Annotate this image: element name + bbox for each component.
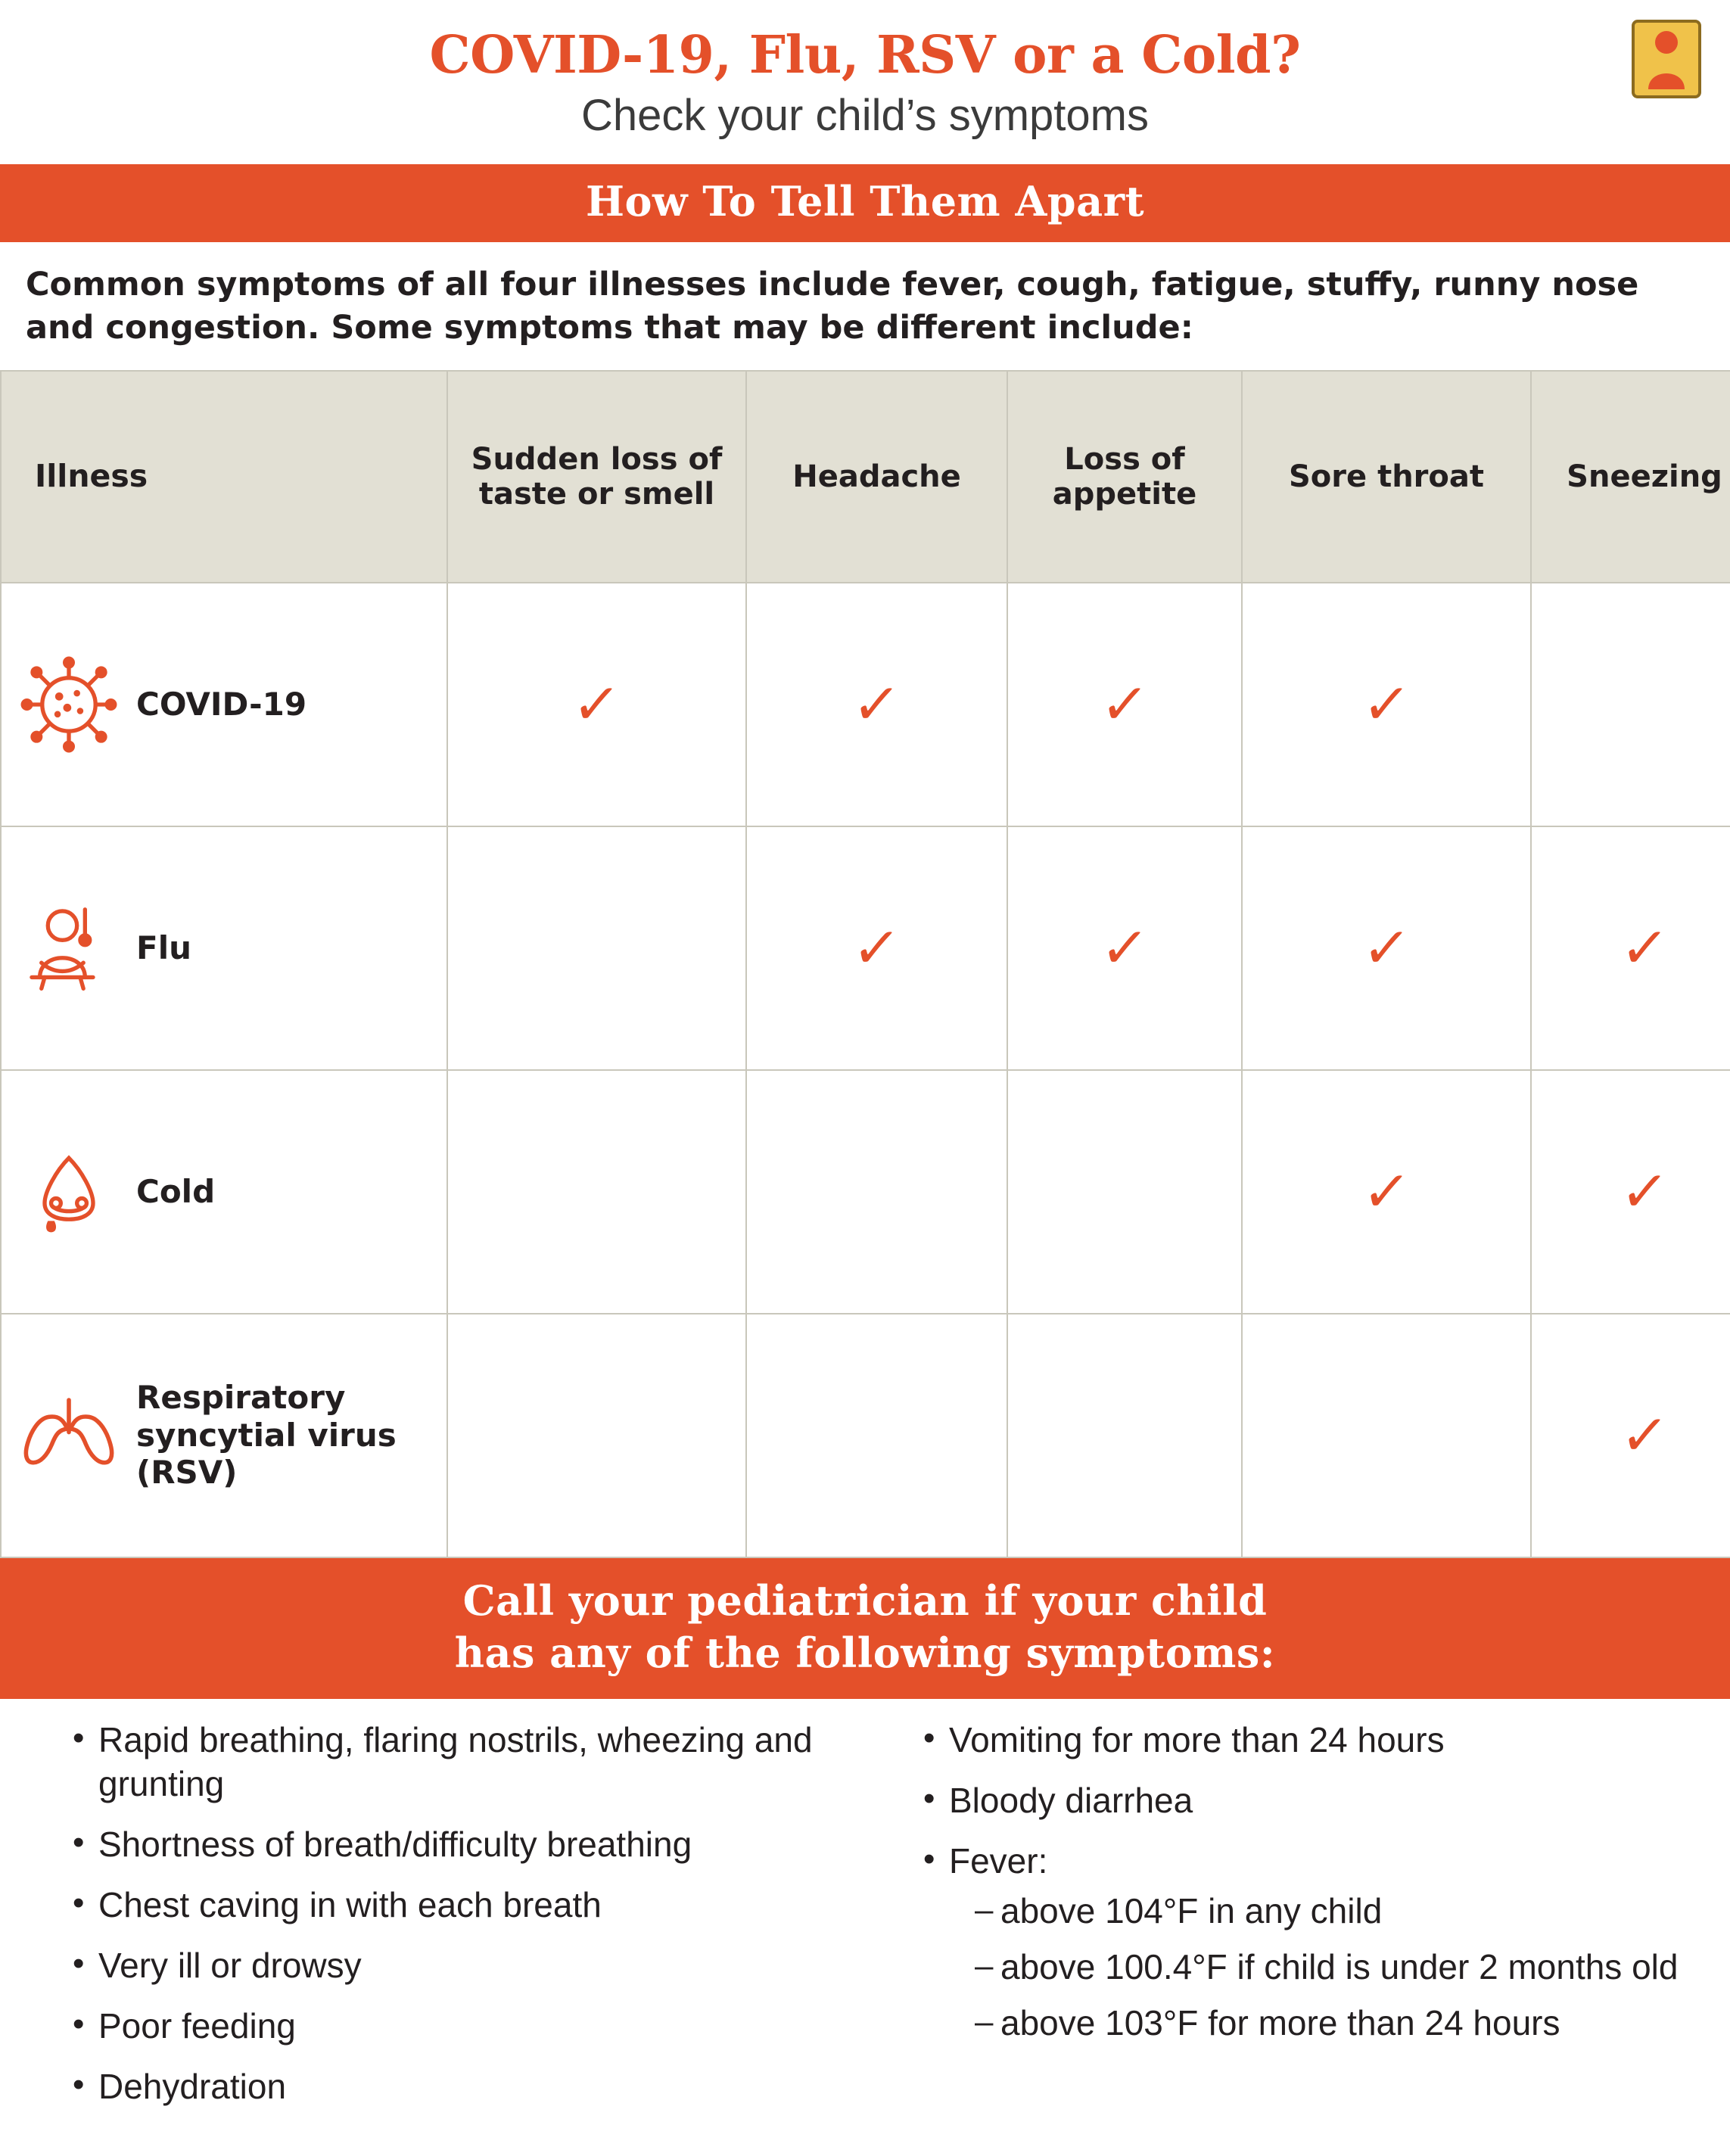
- warning-list-right: [908, 1719, 1730, 2126]
- list-item: • Shortness of breath/difficulty breathing: [73, 1823, 885, 1867]
- banner-line-2: has any of the following symptoms:: [454, 1628, 1276, 1677]
- cell-cold-sneezing: [1531, 1070, 1730, 1314]
- list-item: • Dehydration: [73, 2065, 885, 2109]
- cell-covid-sore-throat: [1242, 583, 1531, 826]
- warning-list-left: [0, 1719, 908, 2126]
- page-subtitle: Check your child’s symptoms: [581, 91, 1149, 141]
- column-header-sore-throat: Sore throat: [1242, 371, 1531, 583]
- checkmark-icon: ✓: [1097, 915, 1152, 981]
- cell-covid-sneezing: [1531, 583, 1730, 826]
- list-item: • Bloody diarrhea: [923, 1779, 1707, 1823]
- list-item: • Very ill or drowsy: [73, 1944, 885, 1988]
- page-title: COVID-19, Flu, RSV or a Cold?: [429, 25, 1301, 86]
- cell-cold-headache: [746, 1070, 1007, 1314]
- list-item: • Vomiting for more than 24 hours: [923, 1719, 1707, 1762]
- checkmark-icon: ✓: [1359, 671, 1414, 737]
- banner-how-to-tell-them-apart: How To Tell Them Apart: [0, 164, 1730, 242]
- cell-covid-appetite: [1007, 583, 1242, 826]
- intro-paragraph: Common symptoms of all four illnesses include fever, cough, fatigue, stuffy, runny nose and congestion. Some symptoms that may be different include:: [0, 242, 1730, 369]
- checkmark-icon: ✓: [849, 671, 904, 737]
- row-label-flu: [1, 826, 447, 1070]
- checkmark-icon: ✓: [849, 915, 904, 981]
- column-header-taste-smell: Sudden loss of taste or smell: [447, 371, 746, 583]
- column-header-headache: Headache: [746, 371, 1007, 583]
- checkmark-icon: ✓: [1097, 671, 1152, 737]
- illness-name: Cold: [136, 1172, 216, 1210]
- table-row: [1, 1070, 1730, 1314]
- checkmark-icon: ✓: [1617, 1402, 1672, 1468]
- fever-sub-item: – above 100.4°F if child is under 2 months old: [975, 1946, 1707, 1990]
- illness-name: COVID-19: [136, 685, 307, 723]
- cell-cold-appetite: [1007, 1070, 1242, 1314]
- sick-person-thermometer-icon: [12, 891, 126, 1005]
- cell-flu-taste: [447, 826, 746, 1070]
- checkmark-icon: ✓: [1359, 915, 1414, 981]
- cell-flu-appetite: [1007, 826, 1242, 1070]
- list-item: • Rapid breathing, flaring nostrils, wheezing and grunting: [73, 1719, 885, 1806]
- fever-label: Fever:: [949, 1840, 1048, 1881]
- checkmark-icon: ✓: [1617, 915, 1672, 981]
- warning-symptom-lists: [0, 1699, 1730, 2156]
- checkmark-icon: ✓: [1359, 1159, 1414, 1224]
- symptom-comparison-table: [0, 370, 1730, 1558]
- virus-icon: [12, 648, 126, 761]
- checkmark-icon: ✓: [1617, 1159, 1672, 1224]
- row-label-rsv: [1, 1314, 447, 1557]
- cell-cold-sore-throat: [1242, 1070, 1531, 1314]
- banner-line-1: Call your pediatrician if your child: [462, 1576, 1268, 1625]
- cell-flu-sore-throat: [1242, 826, 1531, 1070]
- list-item: • Chest caving in with each breath: [73, 1884, 885, 1927]
- illness-name: Respiratory syncytial virus (RSV): [136, 1379, 397, 1492]
- cell-rsv-taste: [447, 1314, 746, 1557]
- header: [0, 0, 1730, 164]
- table-row: [1, 1314, 1730, 1557]
- banner-call-pediatrician: [0, 1558, 1730, 1699]
- runny-nose-icon: [12, 1135, 126, 1249]
- cell-rsv-headache: [746, 1314, 1007, 1557]
- list-item-fever: [923, 1840, 1707, 2046]
- cell-flu-sneezing: [1531, 826, 1730, 1070]
- cell-cold-taste: [447, 1070, 746, 1314]
- list-item: • Poor feeding: [73, 2005, 885, 2049]
- cell-rsv-sore-throat: [1242, 1314, 1531, 1557]
- fever-sub-item: – above 104°F in any child: [975, 1890, 1707, 1934]
- cell-flu-headache: [746, 826, 1007, 1070]
- fever-sub-item: – above 103°F for more than 24 hours: [975, 2002, 1707, 2046]
- cell-rsv-sneezing: [1531, 1314, 1730, 1557]
- row-label-covid: [1, 583, 447, 826]
- lungs-icon: [12, 1379, 126, 1492]
- table-header-row: [1, 371, 1730, 583]
- column-header-appetite: Loss of appetite: [1007, 371, 1242, 583]
- checkmark-icon: ✓: [569, 671, 624, 737]
- row-label-cold: [1, 1070, 447, 1314]
- table-row: [1, 826, 1730, 1070]
- table-row: [1, 583, 1730, 826]
- column-header-sneezing: Sneezing: [1531, 371, 1730, 583]
- cell-rsv-appetite: [1007, 1314, 1242, 1557]
- cell-covid-headache: [746, 583, 1007, 826]
- illness-name: Flu: [136, 929, 191, 966]
- cell-covid-taste: [447, 583, 746, 826]
- column-header-illness: Illness: [1, 371, 447, 583]
- lock-person-logo-icon: [1630, 17, 1703, 101]
